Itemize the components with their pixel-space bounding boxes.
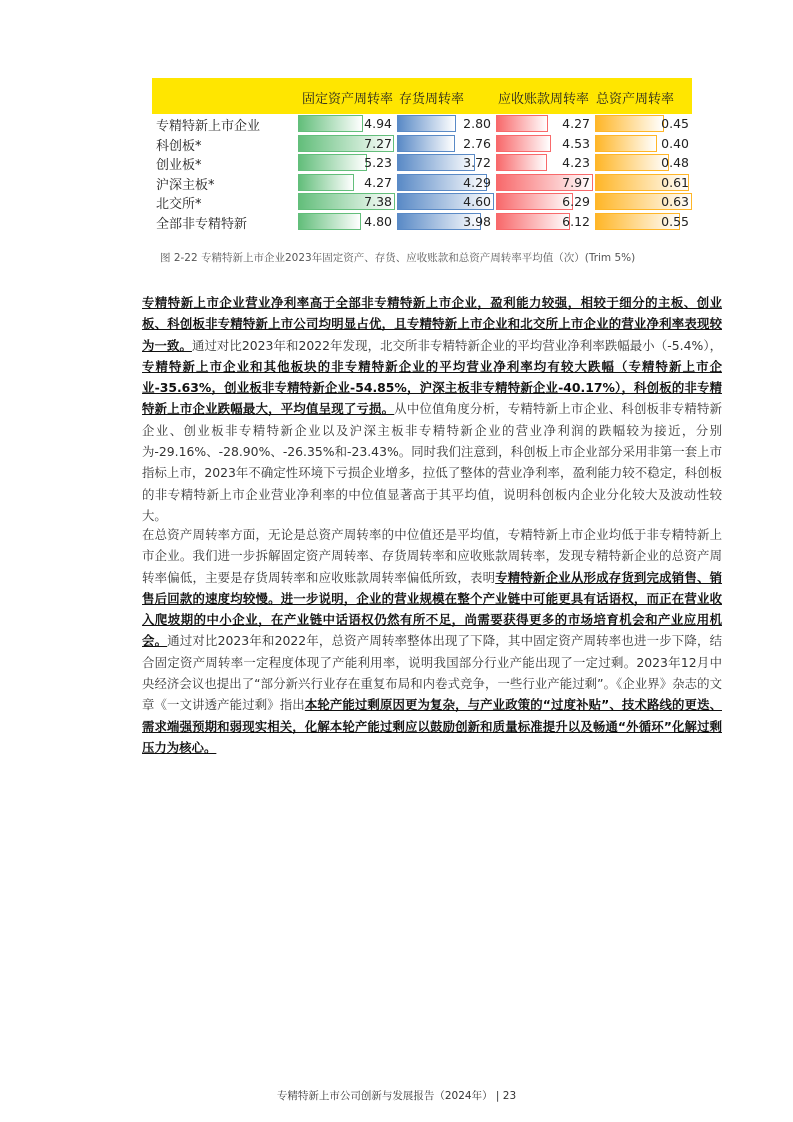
data-cell [298, 193, 395, 210]
cell-value: 4.27 [562, 116, 590, 131]
table-body [152, 114, 692, 231]
data-cell [496, 174, 593, 191]
highlight-text: 专精特新上市企业营业净利率高于全部非专精特新上市企业，盈利能力较强，相较于细分的主板、创业板、科创板非专精特新上市公司均明显占优，且专精特新上市企业和北交所上市企业的营业净利率表现较为一致。 [142, 295, 722, 353]
data-cell [595, 213, 692, 230]
data-cell [397, 135, 494, 152]
cell-value: 2.80 [463, 116, 491, 131]
data-bar [496, 135, 551, 152]
cell-value: 0.48 [661, 155, 689, 170]
header-fixed-asset: 固定资产周转率 [302, 92, 394, 107]
data-bar [595, 135, 657, 152]
header-receivables: 应收账款周转率 [498, 92, 590, 107]
turnover-table [152, 78, 692, 231]
data-cell [595, 154, 692, 171]
cell-value: 7.27 [364, 135, 392, 151]
data-bar [397, 115, 456, 132]
data-cell [496, 135, 593, 152]
body-text: 从中位值角度分析，专精特新上市企业、科创板非专精特新企业、创业板非专精特新企业以及沪深主板非专精特新企业的营业净利润的跌幅较为接近，分别为-29.16%、-28.90%、-26.35%和-23.43%。同时我们注意到，科创板上市企业部分采用非第一套上市指标上市，2023年不确定性环境下亏损企业增多，拉低了整体的营业净利率，盈利能力较不稳定，科创板的非专精特新上市企业营业净利率的中位值显著高于其平均值，说明科创板内企业分化较大及波动性较大。 [142, 401, 723, 523]
data-cell [397, 115, 494, 132]
cell-value: 4.53 [562, 135, 590, 151]
row-label: 沪深主板* [156, 177, 215, 193]
cell-value: 3.72 [463, 155, 491, 170]
cell-value: 5.23 [364, 155, 392, 170]
data-bar [298, 174, 354, 191]
cell-value: 2.76 [463, 135, 491, 151]
data-cell [397, 193, 494, 210]
data-bar [298, 154, 367, 171]
table-row [152, 173, 692, 193]
cell-value: 4.29 [463, 174, 491, 190]
data-cell [595, 193, 692, 210]
data-bar [298, 213, 361, 230]
row-label: 科创板* [156, 138, 202, 154]
data-cell [496, 193, 593, 210]
table-header-row [152, 78, 692, 114]
data-bar [298, 115, 363, 132]
figure-caption: 图 2-22 专精特新上市企业2023年固定资产、存货、应收账款和总资产周转率平均值（次）(Trim 5%) [160, 252, 636, 264]
data-bar [595, 154, 669, 171]
data-bar [496, 154, 547, 171]
data-bar [595, 115, 664, 132]
header-inventory: 存货周转率 [399, 92, 465, 107]
highlight-text: 专精特新上市企业和其他板块的非专精特新企业的平均营业净利率均有较大跌幅（专精特新上市企业-35.63%，创业板非专精特新企业-54.85%，沪深主板非专精特新企业-40.17%），科创板的非专精特新上市企业跌幅最大，平均值呈现了亏损。 [142, 358, 722, 417]
cell-value: 0.63 [661, 194, 689, 209]
data-bar [496, 115, 548, 132]
body-text: 通过对比2023年和2022年，总资产周转率整体出现了下降，其中固定资产周转率也进一步下降，结合固定资产周转率一定程度体现了产能利用率，说明我国部分行业产能出现了一定过剩。2023年12月中央经济会议也提出了“部分新兴行业存在重复布局和内卷式竞争，一些行业产能过剩”。《企业界》杂志的文章《一文讲透产能过剩》指出 [142, 633, 723, 713]
cell-value: 6.12 [562, 213, 590, 229]
data-cell [595, 174, 692, 191]
data-cell [595, 135, 692, 152]
data-bar [496, 213, 570, 230]
cell-value: 7.38 [364, 194, 392, 209]
cell-value: 0.61 [661, 174, 689, 190]
data-bar [397, 135, 455, 152]
header-total-asset: 总资产周转率 [596, 92, 675, 107]
data-bar [496, 193, 573, 210]
data-cell [298, 135, 395, 152]
body-text: 在总资产周转率方面，无论是总资产周转率的中位值还是平均值，专精特新上市企业均低于非专精特新上市企业。我们进一步拆解固定资产周转率、存货周转率和应收账款周转率，发现专精特新企业的总资产周转率偏低，主要是存货周转率和应收账款周转率偏低所致，表明 [142, 527, 722, 585]
cell-value: 4.27 [364, 174, 392, 190]
data-cell [496, 115, 593, 132]
data-cell [298, 174, 395, 191]
body-text: 通过对比2023年和2022年发现，北交所非专精特新企业的平均营业净利率跌幅最小（-5.4%）， [191, 337, 722, 353]
data-cell [496, 213, 593, 230]
cell-value: 0.45 [661, 116, 689, 131]
paragraph-net-margin [142, 292, 722, 526]
table-row [152, 134, 692, 154]
data-cell [397, 174, 494, 191]
cell-value: 4.23 [562, 155, 590, 170]
cell-value: 6.29 [562, 194, 590, 209]
cell-value: 4.80 [364, 213, 392, 229]
highlight-text: 本轮产能过剩原因更为复杂，与产业政策的“过度补贴”、技术路线的更迭、需求端强预期和弱现实相关，化解本轮产能过剩应以鼓励创新和质量标准提升以及畅通“外循环”化解过剩压力为核心。 [142, 697, 722, 755]
row-label: 全部非专精特新 [156, 216, 248, 232]
data-cell [496, 154, 593, 171]
cell-value: 0.55 [661, 213, 689, 229]
table-row [152, 153, 692, 173]
cell-value: 0.40 [661, 135, 689, 151]
paragraph-asset-turnover [142, 524, 722, 758]
row-label: 创业板* [156, 158, 202, 173]
page-footer: 专精特新上市公司创新与发展报告（2024年） | 23 [276, 1090, 517, 1102]
table-row [152, 212, 692, 232]
table-row [152, 192, 692, 212]
data-cell [298, 213, 395, 230]
cell-value: 7.97 [562, 174, 590, 190]
data-cell [397, 154, 494, 171]
cell-value: 4.60 [463, 194, 491, 209]
data-cell [397, 213, 494, 230]
row-label: 北交所* [156, 197, 202, 212]
data-cell [298, 115, 395, 132]
data-cell [298, 154, 395, 171]
cell-value: 4.94 [364, 116, 392, 131]
highlight-text: 专精特新企业从形成存货到完成销售、销售后回款的速度均较慢。进一步说明，企业的营业规模在整个产业链中可能更具有话语权，而正在营业收入爬坡期的中小企业，在产业链中话语权仍然有所不足，尚需要获得更多的市场培育机会和产业应用机会。 [142, 569, 723, 649]
row-label: 专精特新上市企业 [156, 119, 261, 134]
table-row [152, 114, 692, 134]
data-cell [595, 115, 692, 132]
cell-value: 3.98 [463, 213, 491, 229]
